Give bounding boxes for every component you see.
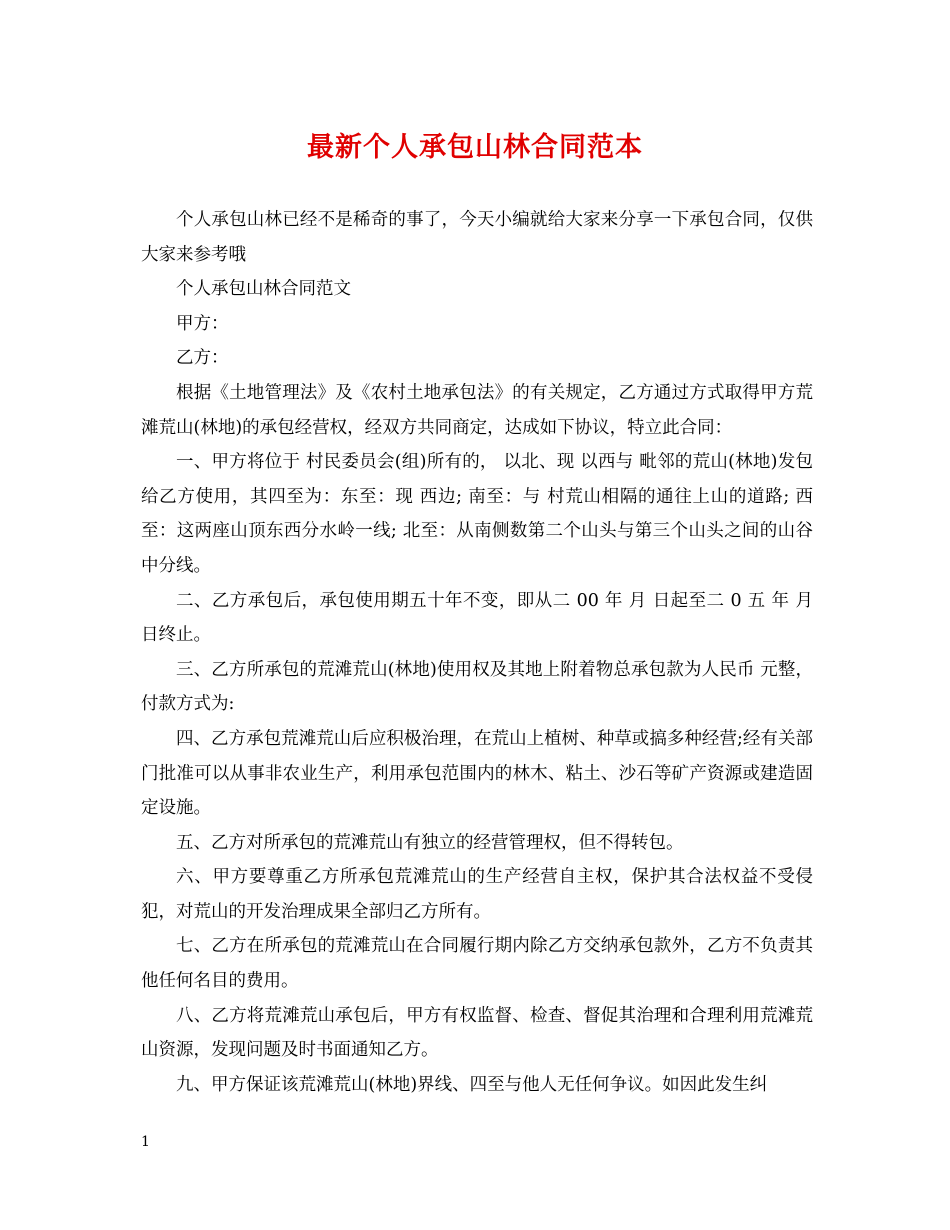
clause-1: 一、甲方将位于 村民委员会(组)所有的， 以北、现 以西与 毗邻的荒山(林地)发包给乙方使用，其四至为：东至：现 西边; 南至：与 村荒山相隔的通往上山的道路; 西至：这两座山顶东西分水岭一线; 北至：从南侧数第二个山头与第三个山头之间的山谷中分线。 [141,452,813,576]
party-b-line: 乙方： [176,348,229,369]
preamble-paragraph: 根据《土地管理法》及《农村土地承包法》的有关规定，乙方通过方式取得甲方荒滩荒山(林地)的承包经营权，经双方共同商定，达成如下协议，特立此合同： [141,382,813,438]
clause-5: 五、乙方对所承包的荒滩荒山有独立的经营管理权，但不得转包。 [176,832,684,853]
document-body [141,203,813,1102]
clause-4: 四、乙方承包荒滩荒山后应积极治理，在荒山上植树、种草或搞多种经营;经有关部门批准可以从事非农业生产，利用承包范围内的林木、粘土、沙石等矿产资源或建造固定设施。 [141,728,813,819]
clause-3: 三、乙方所承包的荒滩荒山(林地)使用权及其地上附着物总承包款为人民币 元整，付款方式为: [141,659,813,715]
intro-paragraph: 个人承包山林已经不是稀奇的事了，今天小编就给大家来分享一下承包合同，仅供大家来参考哦 [141,210,813,265]
clause-2: 二、乙方承包后，承包使用期五十年不变，即从二 00 年 月 日起至二 0 五 年 月 日终止。 [141,590,813,646]
clause-6: 六、甲方要尊重乙方所承包荒滩荒山的生产经营自主权，保护其合法权益不受侵犯，对荒山的开发治理成果全部归乙方所有。 [141,867,813,922]
section-heading: 个人承包山林合同范文 [176,279,351,300]
party-a-line: 甲方： [176,313,229,334]
clause-9: 九、甲方保证该荒滩荒山(林地)界线、四至与他人无任何争议。如因此发生纠 [176,1074,768,1095]
clause-7: 七、乙方在所承包的荒滩荒山在合同履行期内除乙方交纳承包款外，乙方不负责其他任何名目的费用。 [141,936,813,992]
clause-8: 八、乙方将荒滩荒山承包后，甲方有权监督、检查、督促其治理和合理利用荒滩荒山资源，发现问题及时书面通知乙方。 [141,1005,813,1061]
document-title: 最新个人承包山林合同范本 [307,132,643,163]
page-number: 1 [141,1134,150,1150]
